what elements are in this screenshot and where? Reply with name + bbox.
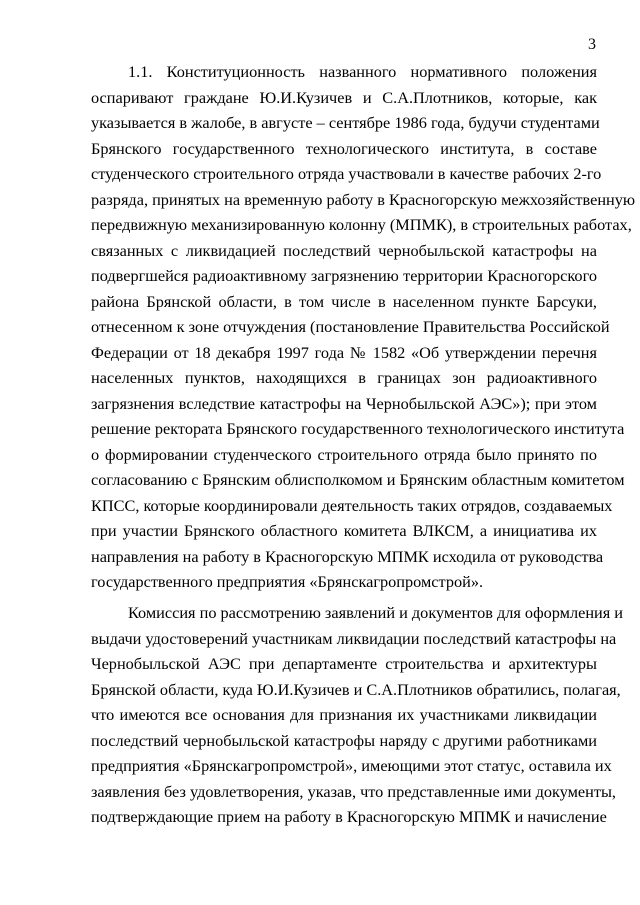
text-line: согласованию с Брянским облисполкомом и Брянским областным комитетом: [91, 470, 625, 489]
text-line: 1.1. Конституционность названного нормативного положения: [128, 62, 597, 81]
text-line: что имеются все основания для признания их участниками ликвидации: [91, 705, 597, 724]
text-line: решение ректората Брянского государственного технологического института: [91, 419, 625, 438]
text-line: указывается в жалобе, в августе – сентябре 1986 года, будучи студентами: [91, 113, 600, 132]
text-line: Комиссия по рассмотрению заявлений и документов для оформления и: [128, 603, 624, 622]
text-line: Чернобыльской АЭС при департаменте строительства и архитектуры: [91, 654, 597, 673]
paragraph-2: [91, 600, 624, 830]
text-line: отнесенном к зоне отчуждения (постановление Правительства Российской: [91, 317, 610, 336]
text-line: передвижную механизированную колонну (МПМК), в строительных работах,: [91, 215, 632, 234]
text-line: при участии Брянского областного комитета ВЛКСМ, а инициатива их: [91, 521, 597, 540]
text-line: Брянского государственного технологического института, в составе: [91, 138, 597, 158]
text-line: подвергшейся радиоактивному загрязнению территории Красногорского: [91, 266, 597, 285]
text-line: предприятия «Брянскагропромстрой», имеющими этот статус, оставила их: [91, 756, 612, 775]
page-number: 3: [588, 36, 596, 53]
text-line: разряда, принятых на временную работу в Красногорскую межхозяйственную: [91, 189, 636, 209]
text-line: государственного предприятия «Брянскагропромстрой».: [91, 572, 484, 591]
text-line: КПСС, которые координировали деятельность таких отрядов, создаваемых: [91, 495, 613, 515]
text-line: о формировании студенческого строительного отряда было принято по: [91, 444, 597, 464]
text-line: Федерации от 18 декабря 1997 года № 1582 «Об утверждении перечня: [91, 342, 597, 362]
text-line: заявления без удовлетворения, указав, что представленные ими документы,: [91, 781, 616, 801]
paragraph-1: [91, 59, 636, 595]
text-line: загрязнения вследствие катастрофы на Чернобыльской АЭС»); при этом: [91, 393, 597, 413]
text-line: населенных пунктов, находящихся в границах зон радиоактивного: [91, 368, 597, 387]
text-line: подтверждающие прием на работу в Красногорскую МПМК и начисление: [91, 807, 607, 826]
text-line: студенческого строительного отряда участвовали в качестве рабочих 2-го: [91, 164, 602, 183]
text-line: направления на работу в Красногорскую МПМК исходила от руководства: [91, 546, 604, 566]
text-line: оспаривают граждане Ю.И.Кузичев и С.А.Плотников, которые, как: [91, 87, 597, 107]
text-line: последствий чернобыльской катастрофы наряду с другими работниками: [91, 730, 597, 750]
text-line: выдачи удостоверений участникам ликвидации последствий катастрофы на: [91, 628, 617, 648]
text-line: района Брянской области, в том числе в населенном пункте Барсуки,: [91, 291, 597, 311]
text-line: Брянской области, куда Ю.И.Кузичев и С.А.Плотников обратились, полагая,: [91, 679, 621, 699]
text-line: связанных с ликвидацией последствий чернобыльской катастрофы на: [91, 240, 597, 260]
